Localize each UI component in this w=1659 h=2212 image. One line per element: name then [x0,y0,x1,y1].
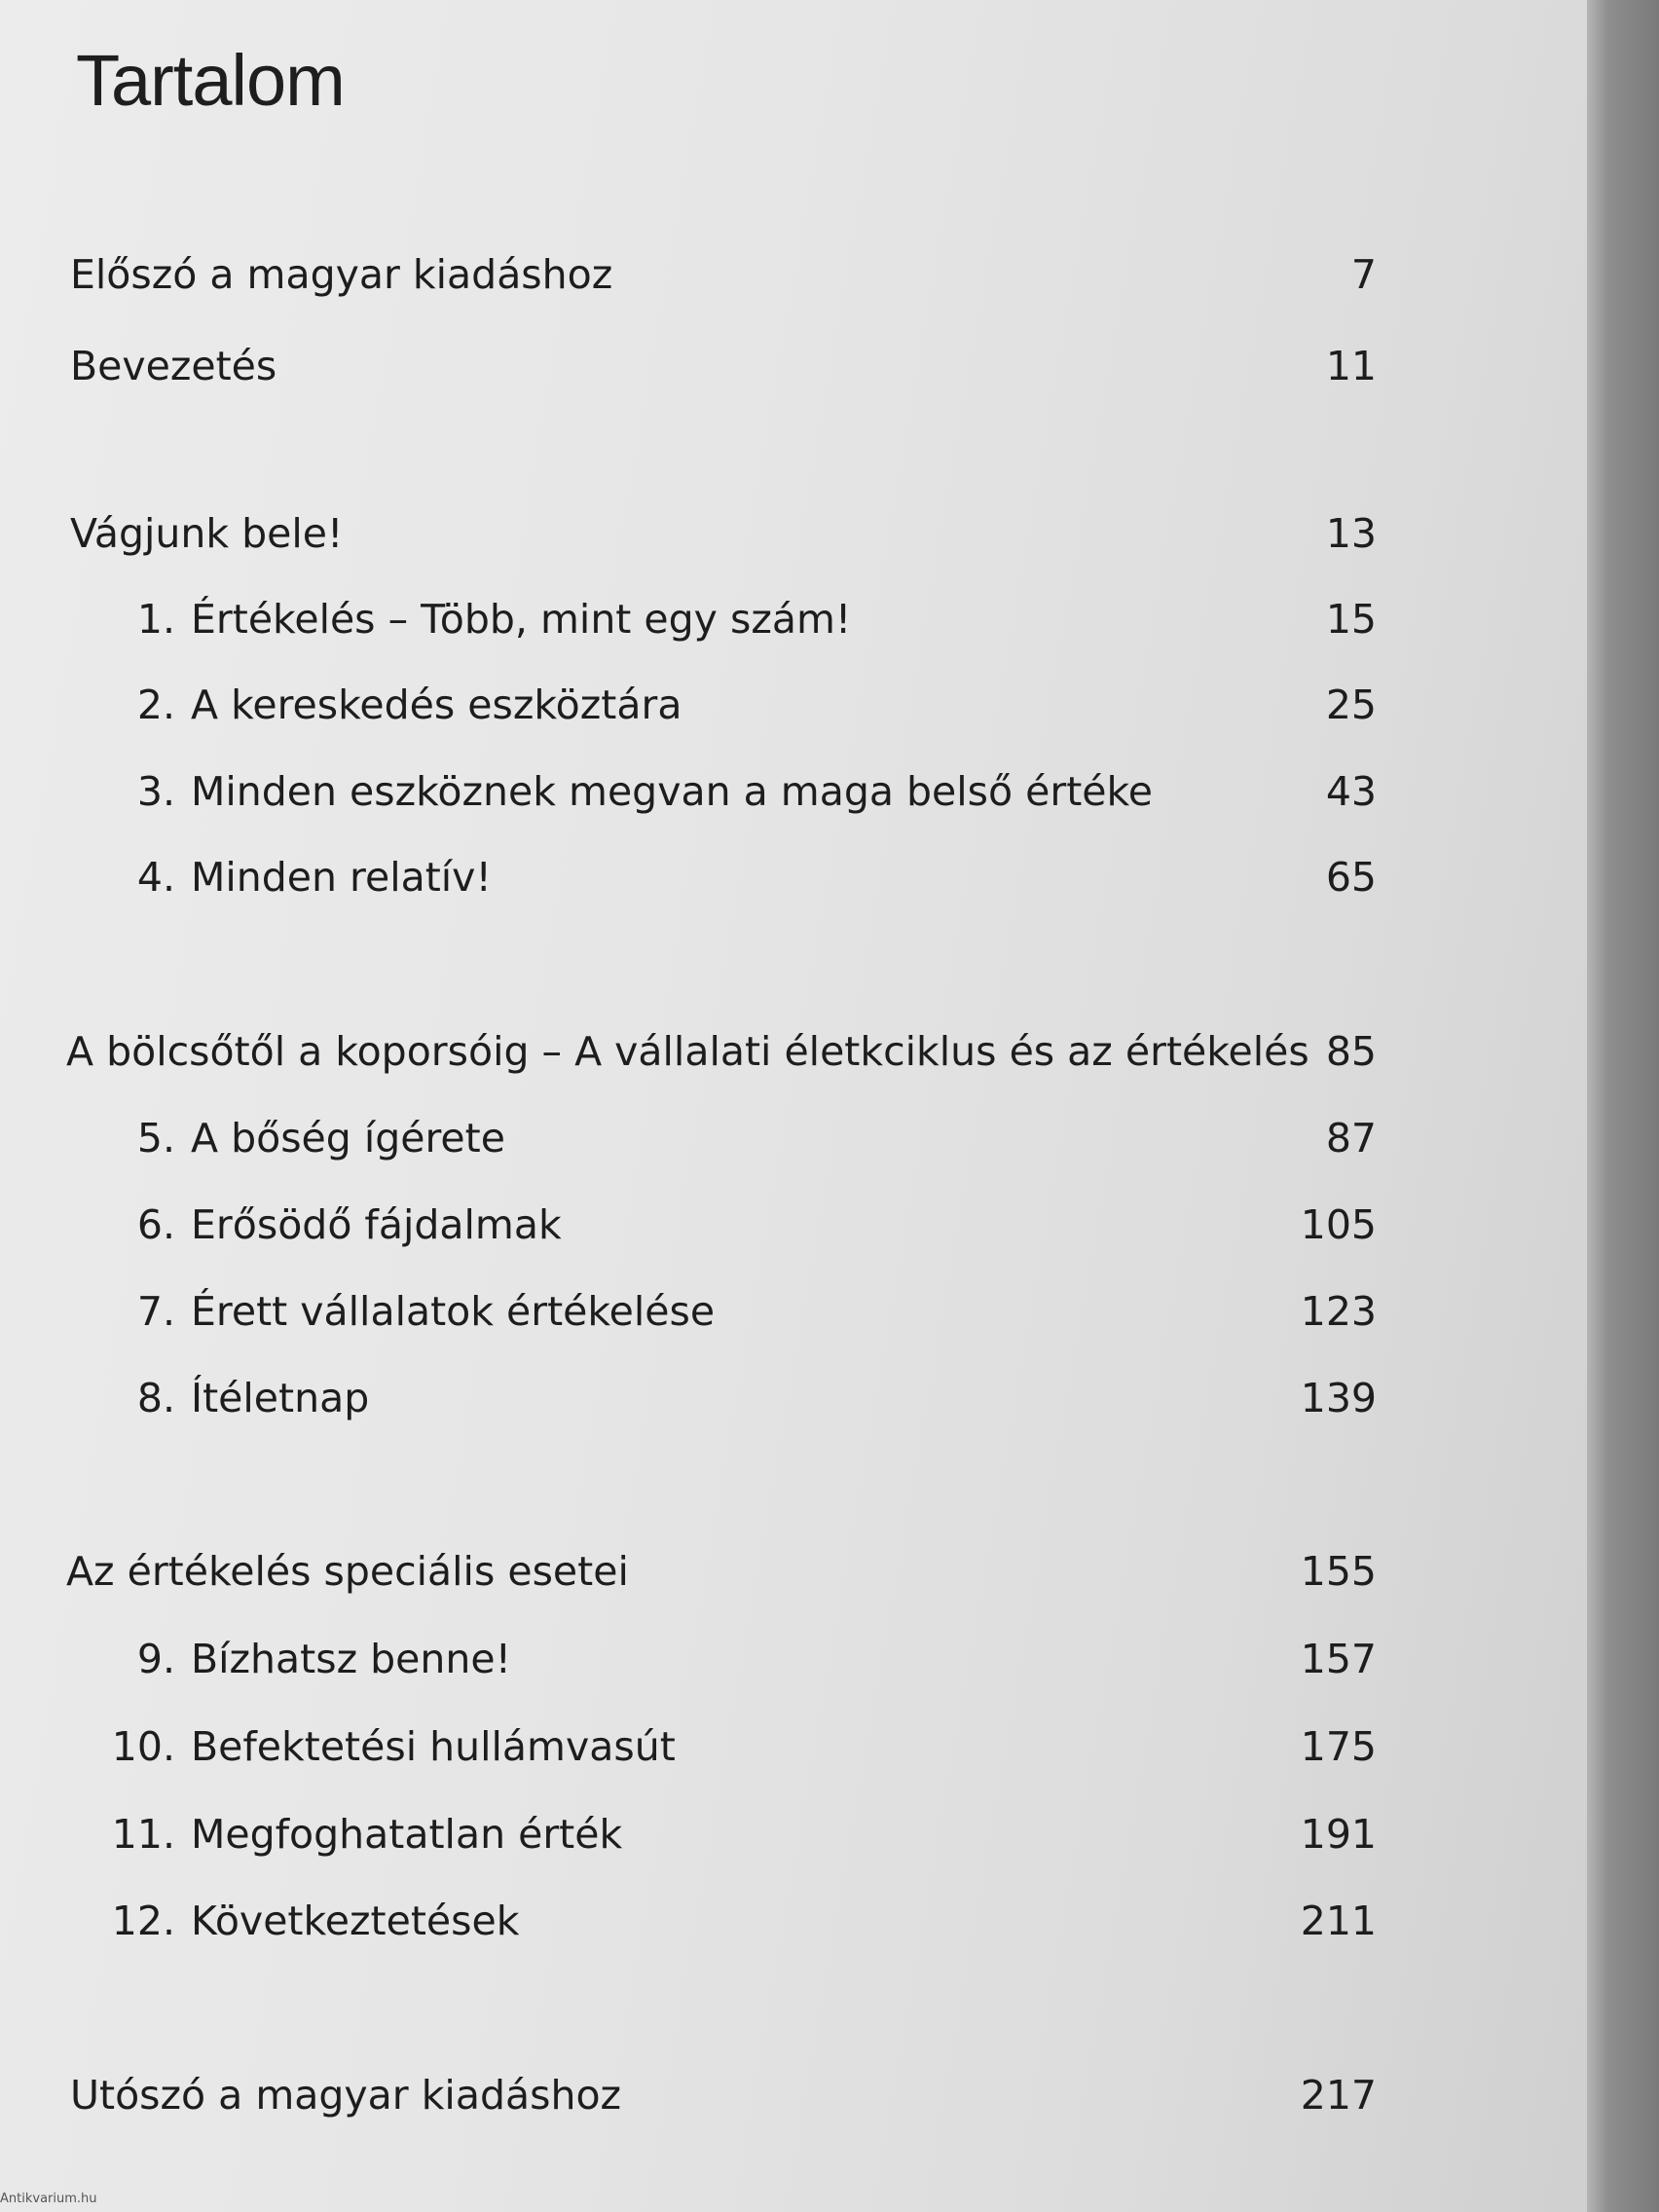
chapter-number: 3. [136,768,175,815]
toc-entry-label: Minden relatív! [191,854,492,901]
toc-entry-page: 191 [1300,1811,1377,1858]
toc-entry-label: A bőség ígérete [191,1115,505,1161]
toc-entry-chapter-8[interactable] [0,1375,1412,1433]
toc-entry-chapter-12[interactable] [0,1898,1412,1956]
toc-entry-label: Megfoghatatlan érték [191,1811,623,1858]
toc-entry-chapter-10[interactable] [0,1723,1412,1782]
toc-entry-chapter-7[interactable] [0,1288,1412,1346]
toc-entry-chapter-1[interactable] [0,596,1412,654]
toc-entry-page: 15 [1325,596,1377,643]
toc-entry-chapter-4[interactable] [0,854,1412,912]
toc-entry-chapter-2[interactable] [0,682,1412,740]
chapter-number: 2. [136,682,175,728]
chapter-number: 6. [136,1201,175,1248]
toc-entry-label: Értékelés – Több, mint egy szám! [191,596,852,643]
toc-entry-label: A bölcsőtől a koporsóig – A vállalati életkciklus és az értékelés [66,1028,1309,1075]
toc-entry-label: Ítéletnap [191,1375,370,1421]
toc-entry-label: Befektetési hullámvasút [191,1723,676,1770]
toc-entry-page: 139 [1300,1375,1377,1421]
toc-entry-page: 105 [1300,1201,1377,1248]
toc-entry-chapter-5[interactable] [0,1115,1412,1173]
toc-entry-label: Bevezetés [70,343,277,389]
toc-entry-label: Bízhatsz benne! [191,1636,512,1682]
chapter-number: 12. [111,1898,175,1944]
chapter-number: 8. [136,1375,175,1421]
toc-entry-page: 157 [1300,1636,1377,1682]
chapter-number: 10. [111,1723,175,1770]
toc-entry-label: Vágjunk bele! [70,510,344,557]
toc-entry-page: 87 [1325,1115,1377,1161]
toc-entry-elotszo[interactable] [0,251,1412,310]
toc-entry-bevezetes[interactable] [0,343,1412,401]
book-spine-shadow [1587,0,1659,2212]
toc-entry-utoszo[interactable] [0,2072,1412,2130]
toc-entry-page: 175 [1300,1723,1377,1770]
toc-entry-page: 217 [1300,2072,1377,2119]
toc-entry-specialis-esetek[interactable] [0,1548,1412,1606]
toc-entry-page: 65 [1325,854,1377,901]
toc-entry-label: A kereskedés eszköztára [191,682,682,728]
toc-entry-page: 155 [1300,1548,1377,1595]
chapter-number: 4. [136,854,175,901]
toc-entry-label: Előszó a magyar kiadáshoz [70,251,613,298]
toc-entry-chapter-3[interactable] [0,768,1412,827]
chapter-number: 1. [136,596,175,643]
toc-entry-page: 13 [1325,510,1377,557]
chapter-number: 9. [136,1636,175,1682]
toc-entry-label: Utószó a magyar kiadáshoz [70,2072,622,2119]
toc-entry-label: Az értékelés speciális esetei [66,1548,629,1595]
toc-entry-label: Következtetések [191,1898,520,1944]
toc-entry-page: 85 [1325,1028,1377,1075]
toc-entry-page: 11 [1325,343,1377,389]
toc-entry-chapter-6[interactable] [0,1201,1412,1260]
toc-entry-vagjunk-bele[interactable] [0,510,1412,569]
chapter-number: 11. [111,1811,175,1858]
toc-entry-label: Minden eszköznek megvan a maga belső értéke [191,768,1154,815]
toc-entry-label: Erősödő fájdalmak [191,1201,562,1248]
toc-entry-chapter-9[interactable] [0,1636,1412,1694]
toc-entry-page: 211 [1300,1898,1377,1944]
toc-entry-chapter-11[interactable] [0,1811,1412,1869]
toc-entry-label: Érett vállalatok értékelése [191,1288,716,1335]
toc-entry-bolcsotol[interactable] [0,1028,1412,1087]
toc-entry-page: 7 [1350,251,1377,298]
page-title: Tartalom [76,40,345,121]
toc-entry-page: 123 [1300,1288,1377,1335]
toc-entry-page: 25 [1325,682,1377,728]
chapter-number: 5. [136,1115,175,1161]
watermark: Antikvarium.hu [0,2192,97,2206]
toc-entry-page: 43 [1325,768,1377,815]
chapter-number: 7. [136,1288,175,1335]
